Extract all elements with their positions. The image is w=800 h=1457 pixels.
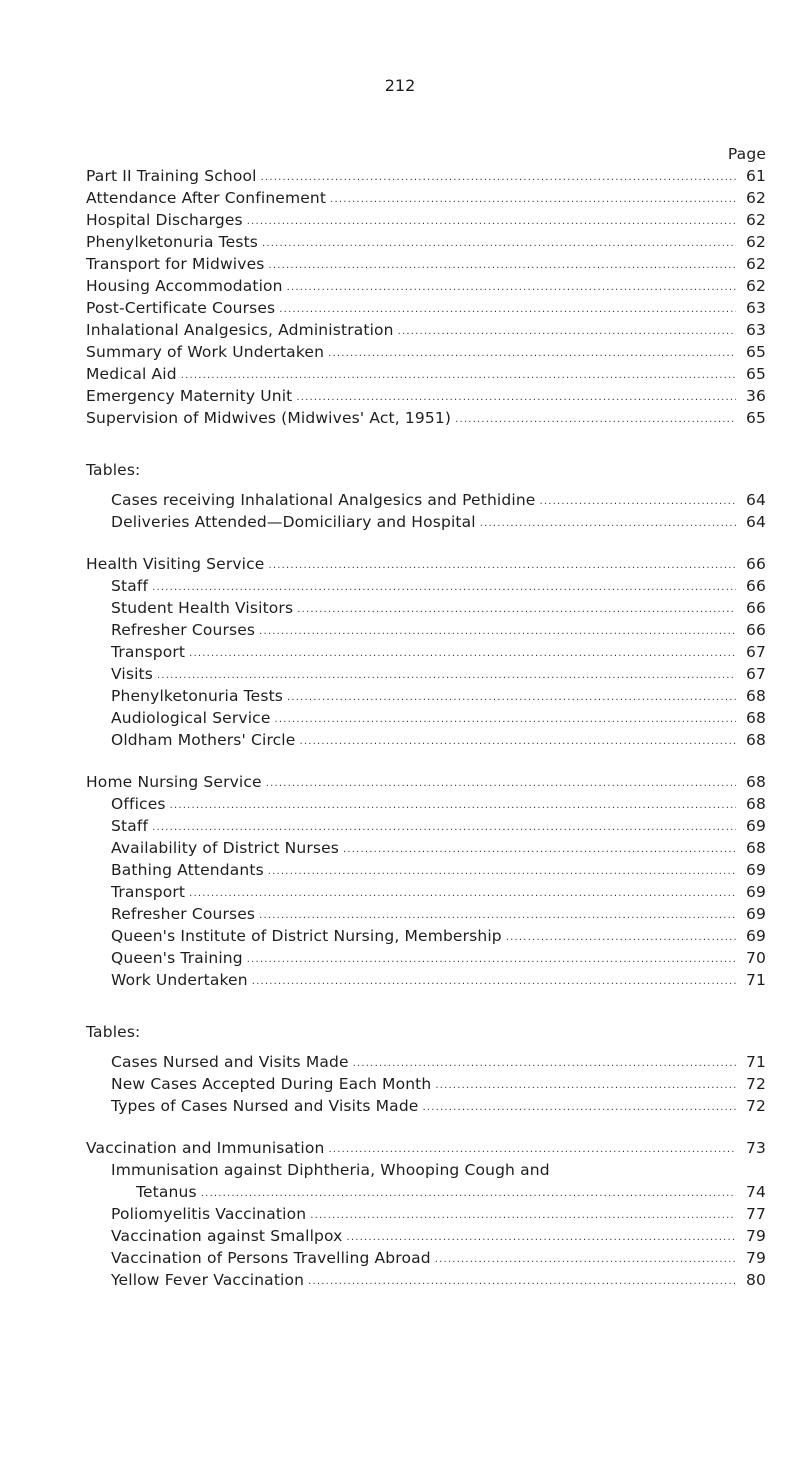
- dot-leader: [328, 345, 736, 363]
- entry-page: 62: [745, 211, 766, 229]
- dot-leader: [398, 323, 736, 341]
- dot-leader: [353, 1055, 736, 1073]
- toc-entry: [86, 1073, 766, 1095]
- table-of-contents: [86, 143, 766, 1291]
- toc-entry: [86, 341, 766, 363]
- entry-page: 71: [745, 1053, 766, 1071]
- entry-label: Staff: [111, 817, 149, 835]
- entry-page: 65: [745, 343, 766, 361]
- entry-page: 69: [745, 927, 766, 945]
- entry-page: 62: [745, 277, 766, 295]
- section-title: [86, 553, 766, 575]
- dot-leader: [296, 389, 736, 407]
- entry-label: Summary of Work Undertaken: [86, 343, 325, 361]
- entry-label: Vaccination against Smallpox: [111, 1227, 343, 1245]
- dot-leader: [310, 1207, 736, 1225]
- dot-leader: [152, 819, 736, 837]
- entry-page: 62: [745, 189, 766, 207]
- entry-page: 68: [745, 839, 766, 857]
- toc-entry: [86, 319, 766, 341]
- dot-leader: [157, 667, 736, 685]
- entry-page: 36: [745, 387, 766, 405]
- page-column-header: Page: [727, 145, 766, 163]
- entry-page: 63: [745, 299, 766, 317]
- entry-label: Home Nursing Service: [86, 773, 262, 791]
- dot-leader: [347, 1229, 736, 1247]
- entry-page: 68: [745, 709, 766, 727]
- toc-entry: [86, 707, 766, 729]
- toc-entry: [86, 815, 766, 837]
- entry-label: Oldham Mothers' Circle: [111, 731, 296, 749]
- toc-entry: [86, 407, 766, 429]
- dot-leader: [539, 493, 736, 511]
- toc-entry: [86, 837, 766, 859]
- section-heading: Tables:: [86, 461, 141, 479]
- entry-page: 79: [745, 1227, 766, 1245]
- dot-leader: [261, 169, 736, 187]
- entry-label: Inhalational Analgesics, Administration: [86, 321, 394, 339]
- section-midwifery: [86, 165, 766, 429]
- entry-label: Housing Accommodation: [86, 277, 283, 295]
- entry-label: Phenylketonuria Tests: [111, 687, 284, 705]
- toc-entry: [86, 597, 766, 619]
- entry-label: Bathing Attendants: [111, 861, 264, 879]
- entry-page: 73: [745, 1139, 766, 1157]
- entry-page: 67: [745, 643, 766, 661]
- entry-page: 68: [745, 773, 766, 791]
- entry-page: 64: [745, 513, 766, 531]
- toc-entry: [86, 1269, 766, 1291]
- entry-page: 65: [745, 409, 766, 427]
- entry-page: 69: [745, 817, 766, 835]
- entry-page: 69: [745, 905, 766, 923]
- entry-label: Availability of District Nurses: [111, 839, 340, 857]
- dot-leader: [275, 711, 736, 729]
- dot-leader: [201, 1185, 736, 1203]
- entry-page: 62: [745, 255, 766, 273]
- section-health-visiting: [86, 553, 766, 751]
- toc-entry: [86, 575, 766, 597]
- section-title: [86, 1137, 766, 1159]
- entry-label: New Cases Accepted During Each Month: [111, 1075, 432, 1093]
- toc-entry: [86, 663, 766, 685]
- entry-label: Emergency Maternity Unit: [86, 387, 293, 405]
- dot-leader: [423, 1099, 737, 1117]
- entry-label: Cases Nursed and Visits Made: [111, 1053, 349, 1071]
- entry-label: Transport: [111, 643, 186, 661]
- entry-label: Health Visiting Service: [86, 555, 265, 573]
- toc-entry: [86, 903, 766, 925]
- entry-label: Queen's Training: [111, 949, 243, 967]
- entry-page: 68: [745, 731, 766, 749]
- entry-label: Audiological Service: [111, 709, 271, 727]
- entry-label: Transport for Midwives: [86, 255, 265, 273]
- toc-entry: [86, 947, 766, 969]
- dot-leader: [252, 973, 736, 991]
- entry-label: Hospital Discharges: [86, 211, 243, 229]
- section-tables-nursing: [86, 1021, 766, 1117]
- entry-page: 77: [745, 1205, 766, 1223]
- entry-page: 69: [745, 861, 766, 879]
- toc-entry: [86, 385, 766, 407]
- section-title: [86, 771, 766, 793]
- entry-page: 67: [745, 665, 766, 683]
- entry-label: Offices: [111, 795, 166, 813]
- dot-leader: [506, 929, 736, 947]
- entry-label: Poliomyelitis Vaccination: [111, 1205, 307, 1223]
- dot-leader: [247, 951, 736, 969]
- dot-leader: [189, 645, 736, 663]
- entry-page: 66: [745, 599, 766, 617]
- dot-leader: [170, 797, 736, 815]
- entry-label: Yellow Fever Vaccination: [111, 1271, 305, 1289]
- toc-entry: [86, 165, 766, 187]
- entry-label: Refresher Courses: [111, 621, 256, 639]
- toc-entry: [86, 253, 766, 275]
- section-tables-midwifery: [86, 459, 766, 533]
- dot-leader: [299, 733, 736, 751]
- entry-page: 66: [745, 621, 766, 639]
- entry-page: 71: [745, 971, 766, 989]
- dot-leader: [435, 1251, 736, 1269]
- dot-leader: [181, 367, 736, 385]
- entry-label: Phenylketonuria Tests: [86, 233, 259, 251]
- section-heading: Tables:: [86, 1023, 141, 1041]
- entry-page: 68: [745, 687, 766, 705]
- toc-entry: [86, 489, 766, 511]
- dot-leader: [328, 1141, 736, 1159]
- dot-leader: [266, 775, 736, 793]
- entry-label: Attendance After Confinement: [86, 189, 327, 207]
- toc-entry: [86, 209, 766, 231]
- toc-entry: [86, 619, 766, 641]
- dot-leader: [308, 1273, 736, 1291]
- toc-entry: [86, 1051, 766, 1073]
- entry-page: 79: [745, 1249, 766, 1267]
- entry-label: Vaccination and Immunisation: [86, 1139, 325, 1157]
- toc-entry: [86, 925, 766, 947]
- dot-leader: [152, 579, 736, 597]
- toc-entry: [86, 641, 766, 663]
- entry-page: 80: [745, 1271, 766, 1289]
- entry-label: Visits: [111, 665, 154, 683]
- dot-leader: [287, 279, 736, 297]
- dot-leader: [189, 885, 736, 903]
- toc-entry: [86, 231, 766, 253]
- dot-leader: [268, 557, 736, 575]
- toc-entry: [86, 297, 766, 319]
- dot-leader: [259, 623, 736, 641]
- toc-entry: [86, 363, 766, 385]
- toc-entry: [86, 793, 766, 815]
- dot-leader: [247, 213, 736, 231]
- entry-label: Post-Certificate Courses: [86, 299, 276, 317]
- toc-entry: [86, 729, 766, 751]
- entry-label: Tetanus: [136, 1183, 197, 1201]
- dot-leader: [455, 411, 736, 429]
- toc-entry: [86, 685, 766, 707]
- entry-page: 63: [745, 321, 766, 339]
- toc-entry: [86, 1095, 766, 1117]
- entry-page: 68: [745, 795, 766, 813]
- entry-page: 61: [745, 167, 766, 185]
- entry-label: Medical Aid: [86, 365, 177, 383]
- entry-label: Work Undertaken: [111, 971, 248, 989]
- entry-page: 72: [745, 1097, 766, 1115]
- dot-leader: [262, 235, 736, 253]
- entry-label: Student Health Visitors: [111, 599, 294, 617]
- entry-label: Deliveries Attended—Domiciliary and Hospital: [111, 513, 476, 531]
- entry-page: 65: [745, 365, 766, 383]
- entry-page: 70: [745, 949, 766, 967]
- dot-leader: [268, 863, 736, 881]
- entry-label: Cases receiving Inhalational Analgesics and Pethidine: [111, 491, 536, 509]
- toc-entry: [86, 511, 766, 533]
- entry-label: Types of Cases Nursed and Visits Made: [111, 1097, 419, 1115]
- entry-page: 69: [745, 883, 766, 901]
- dot-leader: [330, 191, 736, 209]
- entry-page: 66: [745, 555, 766, 573]
- section-home-nursing: [86, 771, 766, 991]
- toc-entry: [86, 1203, 766, 1225]
- dot-leader: [279, 301, 736, 319]
- entry-page: 64: [745, 491, 766, 509]
- entry-label: Staff: [111, 577, 149, 595]
- page-number: 212: [384, 76, 416, 95]
- dot-leader: [480, 515, 736, 533]
- dot-leader: [269, 257, 737, 275]
- entry-label: Transport: [111, 883, 186, 901]
- toc-entry: [86, 881, 766, 903]
- entry-label: Supervision of Midwives (Midwives' Act, 1951): [86, 409, 452, 427]
- dot-leader: [297, 601, 736, 619]
- section-vaccination: [86, 1137, 766, 1291]
- toc-entry: [86, 1247, 766, 1269]
- dot-leader: [287, 689, 736, 707]
- toc-entry: [86, 275, 766, 297]
- entry-page: 74: [745, 1183, 766, 1201]
- entry-label: Vaccination of Persons Travelling Abroad: [111, 1249, 431, 1267]
- entry-label: Refresher Courses: [111, 905, 256, 923]
- toc-entry: [86, 187, 766, 209]
- entry-page: 62: [745, 233, 766, 251]
- entry-page: 72: [745, 1075, 766, 1093]
- dot-leader: [435, 1077, 736, 1095]
- toc-entry: [86, 859, 766, 881]
- dot-leader: [259, 907, 736, 925]
- toc-entry: [86, 969, 766, 991]
- entry-page: 66: [745, 577, 766, 595]
- toc-entry: [86, 1225, 766, 1247]
- entry-label: Part II Training School: [86, 167, 257, 185]
- wrapped-entry-line2: [86, 1181, 766, 1203]
- wrapped-entry-line1: Immunisation against Diphtheria, Whooping Cough and: [111, 1161, 550, 1179]
- dot-leader: [343, 841, 736, 859]
- entry-label: Queen's Institute of District Nursing, Membership: [111, 927, 502, 945]
